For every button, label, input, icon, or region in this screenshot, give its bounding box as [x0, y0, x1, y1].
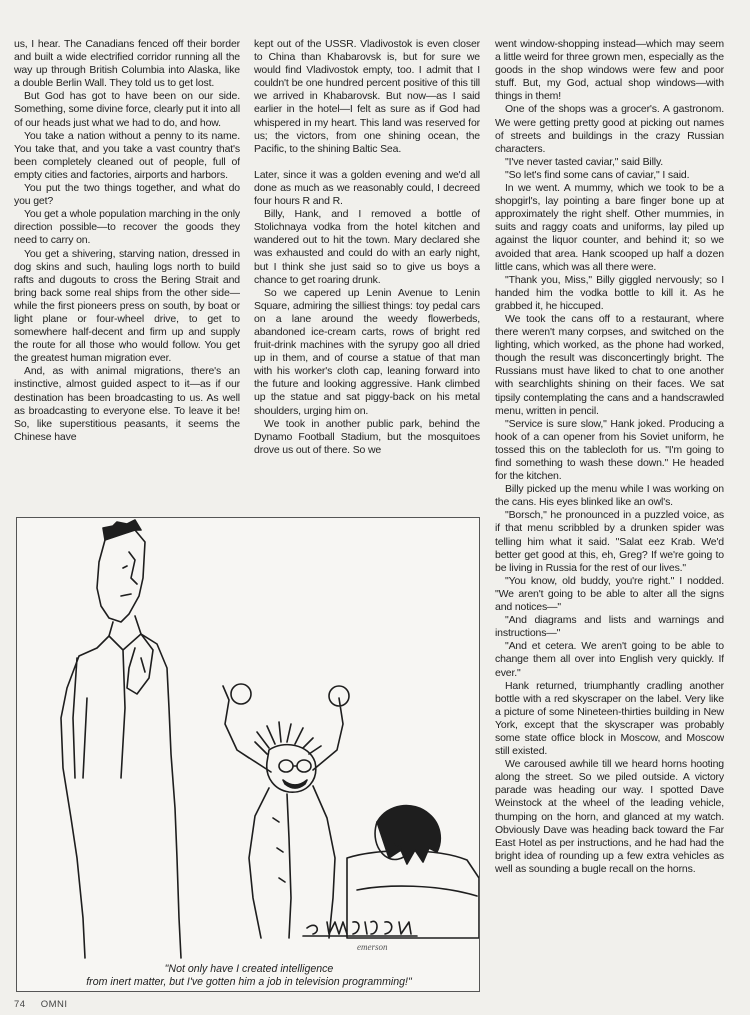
scientist-glasses: [279, 760, 311, 772]
paragraph: You take a nation without a penny to its name. You take that, and you take a vast country that's been completely cleaned out of people, full of empty cities and factories, airports and harbors.: [14, 129, 240, 181]
paragraph: You get a whole population marching in the only direction possible—to recover the goods they need to carry on.: [14, 208, 240, 247]
paragraph: Hank returned, triumphantly cradling another bottle with a red skyscraper on the label. Very like a picture of some Nineteen-thirties building in New York, except that the skyscraper was probably some state office block in Moscow, and Moscow still existed.: [495, 679, 724, 758]
bed-pillow: [347, 851, 479, 938]
scientist-hair: [255, 722, 321, 754]
caption-line-2: from inert matter, but I've gotten him a job in television programming!": [86, 976, 412, 988]
paragraph: "Thank you, Miss," Billy giggled nervously; so I handed him the vodka bottle to kill it. As he grabbed it, he hiccuped.: [495, 273, 724, 312]
paragraph: went window-shopping instead—which may seem a little weird for three grown men, especially as the goods in the shop windows were few and poor stuff. But, my God, actual shop windows—with things in them!: [495, 38, 724, 103]
paragraph: "Borsch," he pronounced in a puzzled voice, as if that menu scribbled by a drunken spider was telling him what it said. "Salat eez Krab. We'd better get good at this, eh, Greg? If we're going to be living in Russia for the rest of our lives.": [495, 509, 724, 574]
paragraph: You put the two things together, and what do you get?: [14, 182, 240, 208]
text-column-3: [495, 38, 724, 1013]
paragraph: "You know, old buddy, you're right." I nodded. "We aren't going to be able to alter all the signs and notices—": [495, 574, 724, 614]
signature-scrawl: [307, 921, 411, 934]
paragraph: Billy picked up the menu while I was working on the cans. His eyes blinked like an owl's.: [495, 483, 724, 509]
monster-face-line: [121, 552, 137, 596]
scientist-coat: [249, 786, 335, 938]
paragraph: And, as with animal migrations, there's an instinctive, almost guided aspect to it—as if our destination has been broadcasting to us. As well as broadcasting to everyone else. To leave it be! So, like superstitious peasants, it seems the Chinese have: [14, 365, 240, 443]
paragraph: "Service is sure slow," Hank joked. Producing a hook of a can opener from his Soviet uniform, he tossed this on the tablecloth for us. "I'm going to find something to wash these down." He headed for the kitchen.: [495, 417, 724, 483]
cartoon-illustration: [16, 517, 480, 992]
text-column-1: [14, 38, 240, 514]
paragraph: "So let's find some cans of caviar," I said.: [505, 168, 690, 181]
paragraph: So we capered up Lenin Avenue to Lenin Square, admiring the silliest things: toy pedal cars on a lane around the weedy flowerbeds, abandoned ice-cream carts, rows of bright red fruit-drink machines with the syrupy goo all dried up in them, and of course a statue of that man with his worker's cloth cap, leaning forward into the future and looking aggressive. Hank climbed up the statue and sat piggy-back on his metal shoulders, urging him on.: [254, 286, 480, 417]
paragraph: kept out of the USSR. Vladivostok is even closer to China than Khabarovsk is, but for sure we would find Vladivostok empty, too. I admit that I couldn't be one hundred percent positive of this till we arrived in Khabarovsk. But now—as I said earlier in the hotel—I felt as sure as if God had whispered in my heart. This land was reserved for us; the victors, from one shining ocean, the Pacific, to the shining Baltic Sea.: [254, 38, 480, 155]
cartoon-caption: [37, 963, 461, 989]
paragraph: But God has got to have been on our side. Something, some divine force, clearly put it into all of our heads just what we had to do, and how.: [14, 90, 240, 129]
paragraph: Later, since it was a golden evening and we'd all done as much as we reasonably could, I decreed four hours R and R.: [254, 168, 480, 208]
paragraph: "And diagrams and lists and warnings and instructions—": [495, 614, 724, 640]
scientist-left-arm: [223, 684, 271, 772]
monster-body: [61, 616, 181, 958]
paragraph: Billy, Hank, and I removed a bottle of Stolichnaya vodka from the hotel kitchen and wandered out to hit the town. Mary declared she was exhausted and could do with an early night, but I think she just said so to give us boys a chance to get roaring drunk.: [254, 208, 480, 286]
scientist-mouth: [283, 780, 307, 788]
paragraph: In we went. A mummy, which we took to be a shopgirl's, lay pointing a bare finger bone up at approximately the right shelf. Other mummies, in suits and raggy coats and uniforms, lay piled up against the liquor counter, and behind it; so we avoided that area. Hank scooped up half a dozen little cans, which was all there were.: [495, 182, 724, 273]
paragraph: We caroused awhile till we heard horns hooting along the street. So we piled outside. A victory parade was heading our way. I spotted Dave Weinstock at the wheel of the leading vehicle, thumping on the horn, and glanced at my watch. Obviously Dave was heading back toward the Far East Hotel as per instructions, and he had had the bright idea of rounding up a few extra vehicles as well as sounding a bugle recall on the horns.: [495, 758, 724, 875]
paragraph: One of the shops was a grocer's. A gastronom. We were getting pretty good at picking out names of streets and buildings in the crazy Russian characters.: [495, 103, 724, 155]
signature-text: emerson: [357, 942, 388, 952]
caption-line-1: "Not only have I created intelligence: [164, 963, 334, 975]
monster-head: [97, 530, 145, 622]
page-number: 74: [14, 999, 26, 1010]
scientist-right-arm: [313, 686, 349, 770]
magazine-name: OMNI: [40, 999, 68, 1010]
paragraph: "And et cetera. We aren't going to be able to change them all over into English very quickly. If ever.": [495, 640, 724, 679]
paragraph: You get a shivering, starving nation, dressed in dog skins and such, hauling logs north to build rafts and dugouts to cross the Bering Strait and bring back some real ships from the other side—while the first pioneers press on south, by boat or light plane or four-wheel drive, to get to somewhere half-decent and firm up and supply the route for all those who would follow. You get the greatest human migration ever.: [14, 247, 240, 365]
paragraph: "I've never tasted caviar," said Billy.: [505, 155, 664, 168]
page-footer: [14, 999, 80, 1010]
paragraph: We took in another public park, behind the Dynamo Football Stadium, but the mosquitoes drove us out of there. So we: [254, 417, 480, 456]
cartoon-drawing: [17, 518, 480, 992]
paragraph: We took the cans off to a restaurant, where there weren't many corpses, and switched on the lighting, which worked, as the phone had worked, though the result was disconcertingly bright. The Russians must have liked to chat to one another with searchlights shining on their faces. We sat tipsily contemplating the cans and a handscrawled menu, written in pencil.: [495, 312, 724, 417]
monster-hair: [103, 520, 141, 540]
text-column-2: [254, 38, 480, 514]
paragraph: us, I hear. The Canadians fenced off their border and built a wide electrified corridor running all the way up through British Columbia into Alaska, like a double Berlin Wall. They told us to get lost.: [14, 38, 240, 90]
